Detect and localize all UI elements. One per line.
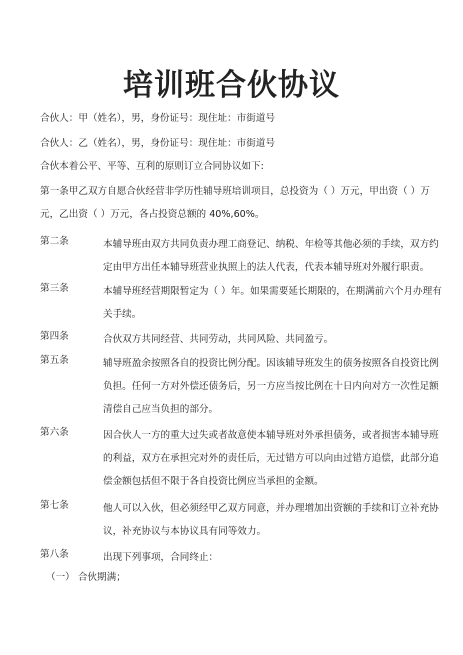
- preamble-line: 合伙本着公平、平等、互利的原则订立合同协议如下:: [40, 161, 264, 172]
- article-body: [103, 424, 439, 493]
- article-label: 第三条: [40, 283, 69, 294]
- article-body: [103, 352, 439, 421]
- article-line: 清偿自己应当负担的部分。: [103, 404, 219, 415]
- article-line: 负担。任何一方对外偿还债务后，另一方应当按比例在十日内向对方一次性足额: [103, 381, 439, 392]
- article-body: [103, 280, 442, 326]
- article-body: [103, 546, 429, 569]
- article-body: [103, 328, 429, 351]
- article-label: 第七条: [40, 500, 69, 511]
- article-line: 定由甲方出任本辅导班营业执照上的法人代表，代表本辅导班对外履行职责。: [103, 262, 430, 273]
- article-label: 第二条: [40, 236, 69, 247]
- article-line: 他人可以入伙，但必须经甲乙双方同意，并办理增加出资额的手续和订立补充协: [103, 503, 439, 514]
- party-a-line: 合伙人：甲（姓名），男，身份证号：现住址：市街道号: [40, 113, 276, 124]
- article-body: [103, 233, 439, 279]
- article-line: 的利益，双方在承担完对外的责任后，无过错方可以向由过错方追偿，此部分追: [103, 453, 439, 464]
- article-line: 合伙双方共同经营、共同劳动，共同风险、共同盈亏。: [103, 334, 334, 345]
- article-label: 第五条: [40, 355, 69, 366]
- document-title: 培训班合伙协议: [123, 68, 340, 103]
- article-line: 本辅导班由双方共同负责办理工商登记、纳税、年检等其他必须的手续，双方约: [103, 239, 439, 250]
- article-line: 关手续。: [103, 309, 142, 320]
- party-b-line: 合伙人：乙（姓名），男，身份证号：现住址：市街道号: [40, 138, 276, 149]
- article-label: 第六条: [40, 427, 69, 438]
- article-label: 第四条: [40, 331, 69, 342]
- article-label: 第八条: [40, 549, 69, 560]
- article-line: 议，补充协议与本协议具有同等效力。: [103, 526, 267, 537]
- termination-item-1: （一） 合伙期满；: [46, 572, 126, 583]
- article1-line2: 元，乙出资（ ）万元，各占投资总额的 40%,60%。: [40, 209, 265, 220]
- article-body: [103, 497, 439, 543]
- article-line: 本辅导班经营期限暂定为（ ）年。如果需要延长期限的，在期满前六个月办理有: [103, 286, 442, 297]
- article1-line1: 第一条甲乙双方自愿合伙经营非学历性辅导班培训项目，总投资为（ ）万元，甲出资（ ）万: [40, 186, 430, 197]
- article-line: 辅导班盈余按照各自的投资比例分配。因该辅导班发生的债务按照各自投资比例: [103, 358, 439, 369]
- article-line: 因合伙人一方的重大过失或者故意使本辅导班对外承担债务，或者损害本辅导班: [103, 430, 439, 441]
- article-line: 偿金额包括但不限于各自投资比例应当承担的金额。: [103, 476, 324, 487]
- article-line: 出现下列事项，合同终止：: [103, 552, 219, 563]
